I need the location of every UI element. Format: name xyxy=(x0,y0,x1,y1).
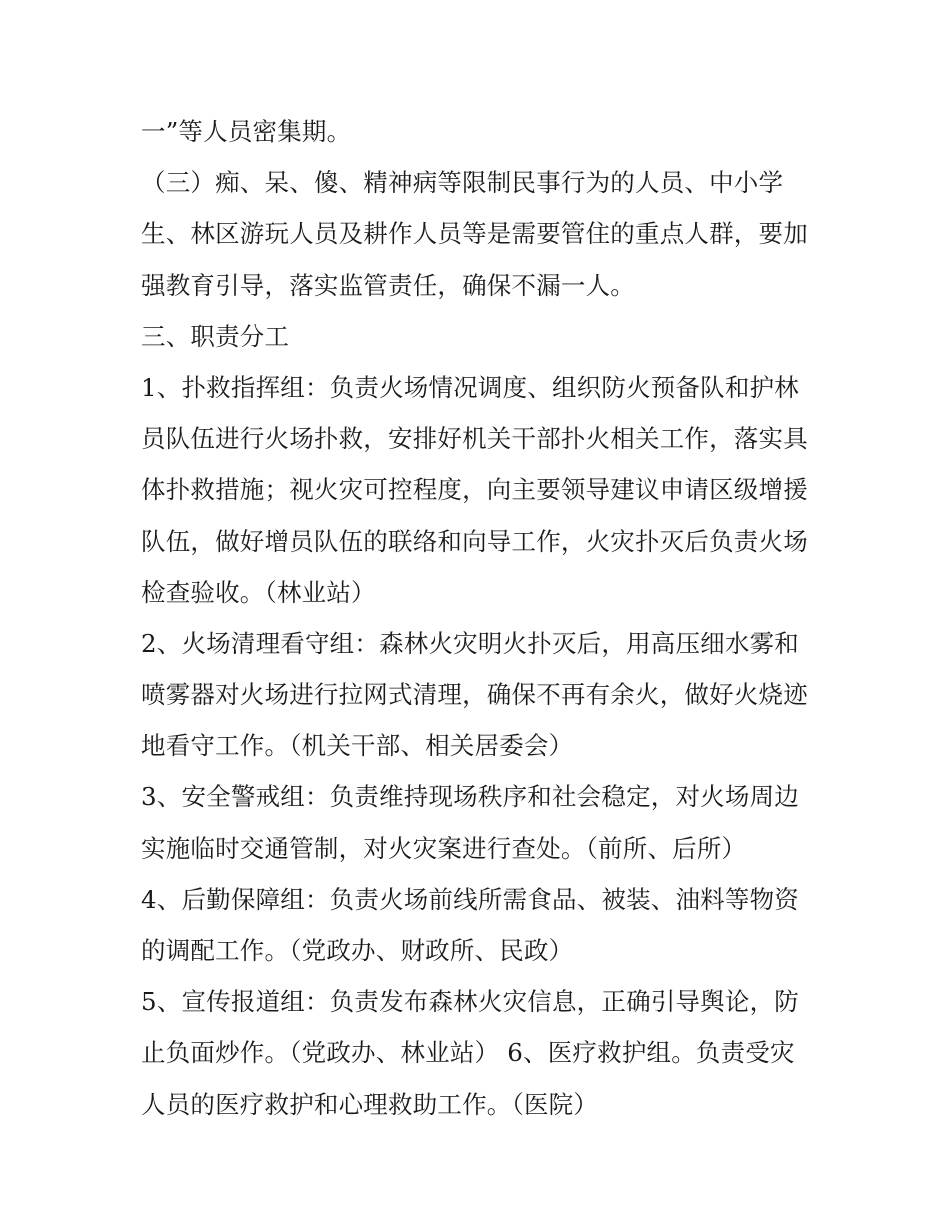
text-line: 5、宣传报道组：负责发布森林火灾信息，正确引导舆论，防 xyxy=(141,987,799,1017)
text-line: 体扑救措施；视火灾可控程度，向主要领导建议申请区级增援 xyxy=(141,475,808,505)
text-line: 的调配工作。（党政办、财政所、民政） xyxy=(141,936,574,965)
text-line: 人员的医疗救护和心理救助工作。（医院） xyxy=(141,1089,599,1119)
text-line: （三）痴、呆、傻、精神病等限制民事行为的人员、中小学 xyxy=(141,168,784,198)
text-line: 地看守工作。（机关干部、相关居委会） xyxy=(141,731,574,761)
text-line: 一”等人员密集期。 xyxy=(141,117,352,146)
text-line: 员队伍进行火场扑救，安排好机关干部扑火相关工作，落实具 xyxy=(141,424,808,454)
text-line: 1、扑救指挥组：负责火场情况调度、组织防火预备队和护林 xyxy=(141,372,799,402)
text-line: 4、后勤保障组：负责火场前线所需食品、被装、油料等物资 xyxy=(141,884,799,914)
section-heading: 三、职责分工 xyxy=(141,321,290,351)
text-line: 止负面炒作。（党政办、林业站） 6、医疗救护组。负责受灾 xyxy=(141,1038,795,1068)
text-line: 生、林区游玩人员及耕作人员等是需要管住的重点人群，要加 xyxy=(141,219,808,249)
document-body xyxy=(141,106,831,1130)
text-line: 2、火场清理看守组：森林火灾明火扑灭后，用高压细水雾和 xyxy=(141,628,799,658)
text-line: 检查验收。（林业站） xyxy=(141,577,376,607)
text-line: 喷雾器对火场进行拉网式清理，确保不再有余火，做好火烧迹 xyxy=(141,680,808,710)
text-line: 3、安全警戒组：负责维持现场秩序和社会稳定，对火场周边 xyxy=(141,782,799,812)
text-line: 实施临时交通管制，对火灾案进行查处。（前所、后所） xyxy=(141,833,747,863)
text-line: 队伍，做好增员队伍的联络和向导工作，火灾扑灭后负责火场 xyxy=(141,526,808,556)
text-line: 强教育引导，落实监管责任，确保不漏一人。 xyxy=(141,270,635,300)
